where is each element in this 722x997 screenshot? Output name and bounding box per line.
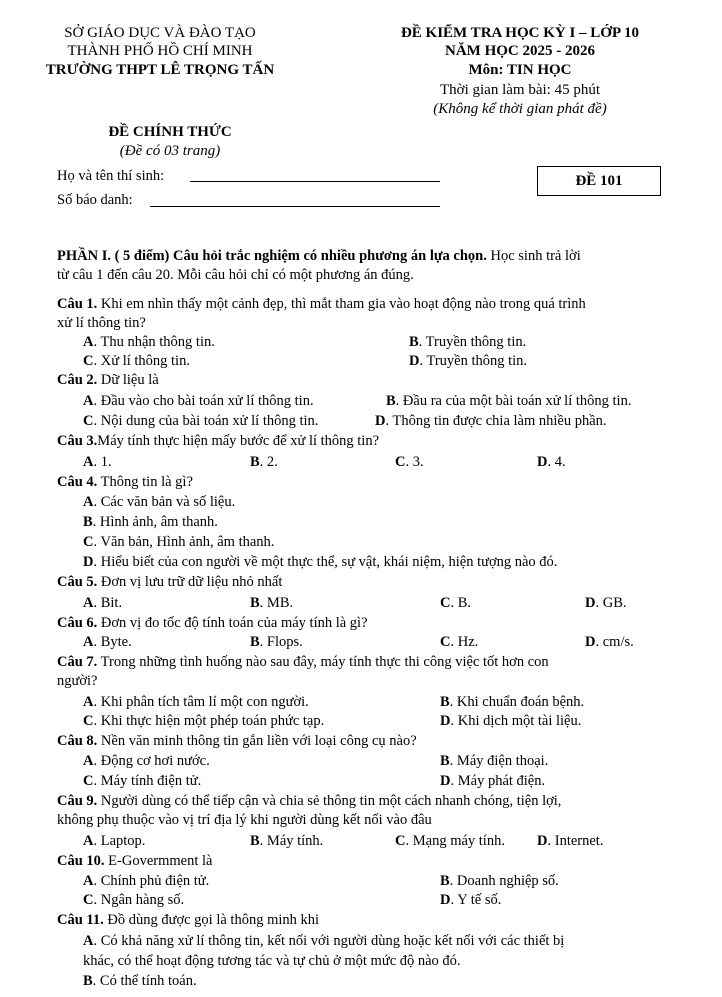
q11-option-a: A. Có khả năng xử lí thông tin, kết nối với người dùng hoặc kết nối với các thiết bị <box>83 933 565 949</box>
q7-option-b: B. Khi chuẩn đoán bệnh. <box>440 694 585 710</box>
duration-note: (Không kể thời gian phát đề) <box>433 101 607 117</box>
q8-option-b: B. Máy điện thoại. <box>440 753 549 769</box>
q4-option-b: B. Hình ảnh, âm thanh. <box>83 514 218 530</box>
school-year: NĂM HỌC 2025 - 2026 <box>445 43 595 59</box>
part1-title-bold: PHẦN I. ( 5 điểm) Câu hỏi trắc nghiệm có nhiều phương án lựa chọn. <box>57 248 487 264</box>
question-3: Câu 3.Máy tính thực hiện mấy bước để xử lí thông tin? <box>57 433 380 449</box>
q11-option-a-cont: khác, có thể hoạt động tương tác và tự chủ ở một mức độ nào đó. <box>83 953 461 969</box>
q9-option-b: B. Máy tính. <box>250 833 324 849</box>
q1-option-d: D. Truyền thông tin. <box>409 353 528 369</box>
question-2: Câu 2. Dữ liệu là <box>57 372 159 388</box>
question-10: Câu 10. E-Govermment là <box>57 853 213 869</box>
q3-option-a: A. 1. <box>83 454 112 470</box>
exam-title: ĐỀ KIỂM TRA HỌC KỲ I – LỚP 10 <box>400 25 640 41</box>
school-name: TRƯỜNG THPT LÊ TRỌNG TẤN <box>45 62 275 78</box>
q1-option-c: C. Xử lí thông tin. <box>83 353 190 369</box>
q9-option-a: A. Laptop. <box>83 833 146 849</box>
q5-option-d: D. GB. <box>585 595 627 611</box>
question-1-cont: xử lí thông tin? <box>57 315 146 331</box>
q3-option-c: C. 3. <box>395 454 424 470</box>
city-name: THÀNH PHỐ HỒ CHÍ MINH <box>67 43 253 59</box>
q7-option-d: D. Khi dịch một tài liệu. <box>440 713 582 729</box>
q4-option-a: A. Các văn bản và số liệu. <box>83 494 236 510</box>
q1-option-a: A. Thu nhận thông tin. <box>83 334 215 350</box>
q2-option-a: A. Đầu vào cho bài toán xử lí thông tin. <box>83 393 314 409</box>
q6-option-b: B. Flops. <box>250 634 303 650</box>
question-11: Câu 11. Đồ dùng được gọi là thông minh khi <box>57 912 320 928</box>
q8-option-c: C. Máy tính điện tử. <box>83 773 202 789</box>
q7-option-c: C. Khi thực hiện một phép toán phức tạp. <box>83 713 325 729</box>
candidate-name-line <box>190 181 440 182</box>
question-6: Câu 6. Đơn vị đo tốc độ tính toán của máy tính là gì? <box>57 615 368 631</box>
part1-title-rest: Học sinh trả lời <box>486 248 581 264</box>
question-7: Câu 7. Trong những tình huống nào sau đây, máy tính thực thi công việc tốt hơn con <box>57 654 549 670</box>
q11-option-b: B. Có thể tính toán. <box>83 973 197 989</box>
official-label: ĐỀ CHÍNH THỨC <box>108 124 232 140</box>
q4-option-c: C. Văn bản, Hình ảnh, âm thanh. <box>83 534 275 550</box>
q9-option-d: D. Internet. <box>537 833 604 849</box>
pages-note: (Đề có 03 trang) <box>119 143 221 159</box>
subject: Môn: TIN HỌC <box>468 62 572 78</box>
q5-option-b: B. MB. <box>250 595 294 611</box>
q6-option-d: D. cm/s. <box>585 634 634 650</box>
q2-option-d: D. Thông tin được chia làm nhiều phần. <box>375 413 607 429</box>
candidate-id-line <box>150 206 440 207</box>
candidate-name-label: Họ và tên thí sinh: <box>57 168 165 184</box>
q4-option-d: D. Hiểu biết của con người về một thực thể, sự vật, khái niệm, hiện tượng nào đó. <box>83 554 558 570</box>
exam-code-box <box>537 166 661 196</box>
question-1 <box>57 296 586 313</box>
part1-instruction: từ câu 1 đến câu 20. Mỗi câu hỏi chỉ có một phương án đúng. <box>57 267 414 283</box>
q1-option-b: B. Truyền thông tin. <box>409 334 527 350</box>
q10-option-a: A. Chính phủ điện tử. <box>83 873 210 889</box>
question-4: Câu 4. Thông tin là gì? <box>57 474 193 490</box>
exam-code: ĐỀ 101 <box>575 172 623 189</box>
candidate-id-label: Số báo danh: <box>57 192 133 208</box>
q10-option-d: D. Y tế số. <box>440 892 502 908</box>
q10-option-c: C. Ngân hàng số. <box>83 892 185 908</box>
q6-option-a: A. Byte. <box>83 634 132 650</box>
part1-title <box>57 248 581 265</box>
q8-option-a: A. Động cơ hơi nước. <box>83 753 210 769</box>
question-5: Câu 5. Đơn vị lưu trữ dữ liệu nhỏ nhất <box>57 574 283 590</box>
q6-option-c: C. Hz. <box>440 634 479 650</box>
q10-option-b: B. Doanh nghiệp số. <box>440 873 559 889</box>
dept-name: SỞ GIÁO DỤC VÀ ĐÀO TẠO <box>64 25 256 41</box>
q8-option-d: D. Máy phát điện. <box>440 773 546 789</box>
question-9: Câu 9. Người dùng có thể tiếp cận và chia sẻ thông tin một cách nhanh chóng, tiện lợi, <box>57 793 562 809</box>
duration: Thời gian làm bài: 45 phút <box>440 82 600 98</box>
q5-option-a: A. Bit. <box>83 595 123 611</box>
q9-option-c: C. Mạng máy tính. <box>395 833 505 849</box>
q7-option-a: A. Khi phân tích tâm lí một con người. <box>83 694 309 710</box>
question-9-cont: không phụ thuộc vào vị trí địa lý khi người dùng kết nối vào đâu <box>57 812 432 828</box>
question-number: Câu 1. <box>57 296 98 312</box>
q2-option-b: B. Đầu ra của một bài toán xử lí thông tin. <box>386 393 632 409</box>
question-7-cont: người? <box>57 673 98 689</box>
q3-option-b: B. 2. <box>250 454 278 470</box>
question-8: Câu 8. Nền văn minh thông tin gắn liền với loại công cụ nào? <box>57 733 417 749</box>
q3-option-d: D. 4. <box>537 454 566 470</box>
q5-option-c: C. B. <box>440 595 472 611</box>
question-text: Khi em nhìn thấy một cảnh đẹp, thì mắt tham gia vào hoạt động nào trong quá trình <box>97 296 586 312</box>
q2-option-c: C. Nội dung của bài toán xử lí thông tin. <box>83 413 319 429</box>
